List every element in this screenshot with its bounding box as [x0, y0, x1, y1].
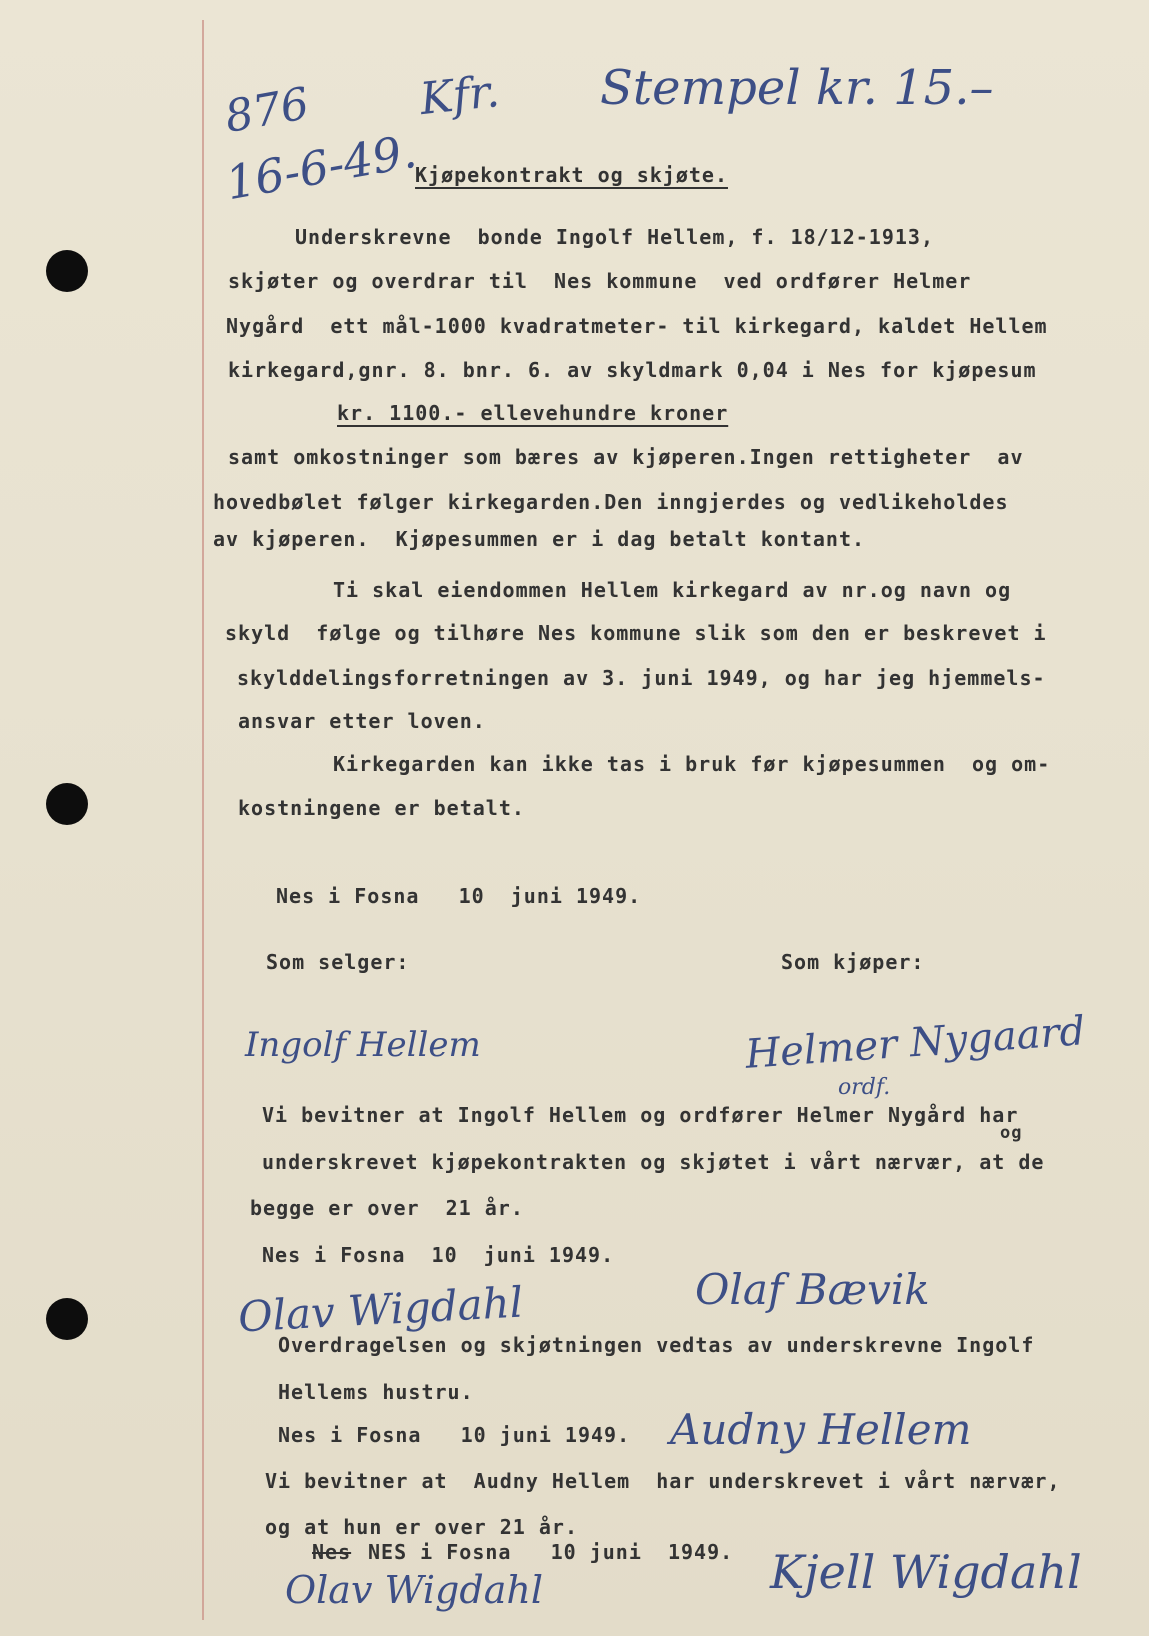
purchase-price: kr. 1100.- ellevehundre kroner [337, 401, 729, 425]
place-date: NES i Fosna 10 juni 1949. [368, 1540, 734, 1564]
place-date: Nes i Fosna 10 juni 1949. [278, 1423, 631, 1447]
registry-date: 16-6-49. [221, 123, 421, 211]
registry-number: 876 [221, 78, 313, 143]
body-line: Underskrevne bonde Ingolf Hellem, f. 18/12-1913, [295, 225, 935, 249]
witness-line: underskrevet kjøpekontrakten og skjøtet i vårt nærvær, at de [262, 1150, 1045, 1174]
body-line: av kjøperen. Kjøpesummen er i dag betalt kontant. [213, 527, 866, 551]
seller-label: Som selger: [266, 950, 410, 974]
body-line: skjøter og overdrar til Nes kommune ved ordfører Helmer [228, 269, 972, 293]
seller-signature: Ingolf Hellem [245, 1025, 481, 1065]
witness-insert: og [1000, 1123, 1023, 1143]
body-line: kostningene er betalt. [238, 796, 525, 820]
witness-signature: Olaf Bævik [695, 1265, 930, 1314]
document-title: Kjøpekontrakt og skjøte. [415, 163, 728, 187]
buyer-label: Som kjøper: [781, 950, 925, 974]
body-line: Ti skal eiendommen Hellem kirkegard av nr.og navn og [333, 578, 1012, 602]
body-line: kirkegard,gnr. 8. bnr. 6. av skyldmark 0,04 i Nes for kjøpesum [228, 358, 1037, 382]
margin-rule [202, 20, 204, 1620]
witness-signature: Olav Wigdahl [236, 1277, 525, 1342]
body-line: hovedbølet følger kirkegarden.Den inngjerdes og vedlikeholdes [213, 490, 1009, 514]
stamp-fee-note: Stempel kr. 15.– [600, 60, 994, 116]
consent-line: Hellems hustru. [278, 1380, 474, 1404]
body-line: Nygård ett mål-1000 kvadratmeter- til kirkegard, kaldet Hellem [226, 314, 1048, 338]
body-line: skylddelingsforretningen av 3. juni 1949, og har jeg hjemmels- [237, 666, 1046, 690]
place-date: Nes i Fosna 10 juni 1949. [262, 1243, 615, 1267]
body-line: Kirkegarden kan ikke tas i bruk før kjøpesummen og om- [333, 752, 1051, 776]
punch-hole [46, 783, 88, 825]
punch-hole [46, 1298, 88, 1340]
witness-line: Vi bevitner at Audny Hellem har underskrevet i vårt nærvær, [265, 1469, 1061, 1493]
body-line: ansvar etter loven. [238, 709, 486, 733]
consent-line: Overdragelsen og skjøtningen vedtas av underskrevne Ingolf [278, 1333, 1035, 1357]
witness-line: og at hun er over 21 år. [265, 1515, 578, 1539]
buyer-signature: Helmer Nygaard [743, 1008, 1087, 1078]
wife-signature: Audny Hellem [670, 1405, 972, 1454]
buyer-signature-title: ordf. [838, 1075, 891, 1100]
clerk-initials: Kfr. [417, 65, 502, 126]
witness-line: begge er over 21 år. [250, 1196, 524, 1220]
witness-signature: Olav Wigdahl [285, 1568, 543, 1612]
place-date: Nes i Fosna 10 juni 1949. [276, 884, 642, 908]
body-line: skyld følge og tilhøre Nes kommune slik som den er beskrevet i [225, 621, 1047, 645]
struck-word: Nes [312, 1540, 352, 1564]
witness-line: Vi bevitner at Ingolf Hellem og ordfører Helmer Nygård har [262, 1103, 1019, 1127]
body-line: samt omkostninger som bæres av kjøperen.Ingen rettigheter av [228, 445, 1024, 469]
witness-signature: Kjell Wigdahl [770, 1545, 1082, 1599]
punch-hole [46, 250, 88, 292]
